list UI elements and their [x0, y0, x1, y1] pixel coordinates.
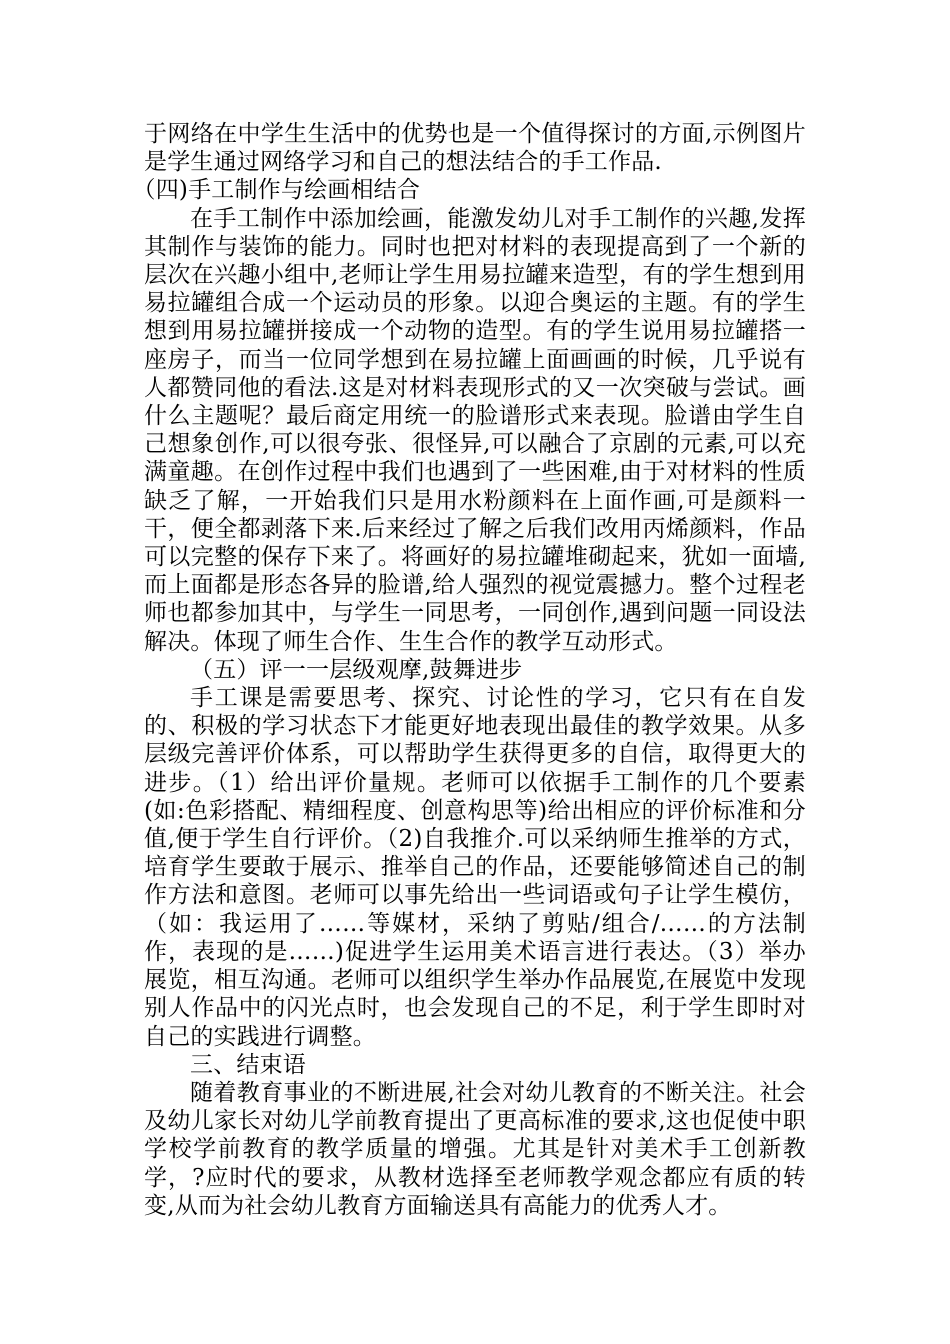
paragraph-continuation: 于网络在中学生生活中的优势也是一个值得探讨的方面,示例图片是学生通过网络学习和自己的想法结合的手工作品.: [144, 121, 806, 176]
paragraph-conclusion: 随着教育事业的不断进展,社会对幼儿教育的不断关注。社会及幼儿家长对幼儿学前教育提出了更高标准的要求,这也促使中职学校学前教育的教学质量的增强。尤其是针对美术手工创新教学，?应时代的要求，从教材选择至老师教学观念都应有质的转变,从而为社会幼儿教育方面输送具有高能力的优秀人才。: [144, 1079, 806, 1219]
document-page: [132, 120, 806, 1220]
paragraph-section-4: 在手工制作中添加绘画，能激发幼儿对手工制作的兴趣,发挥其制作与装饰的能力。同时也把对材料的表现提高到了一个新的层次在兴趣小组中,老师让学生用易拉罐来造型，有的学生想到用易拉罐组合成一个运动员的形象。以迎合奥运的主题。有的学生想到用易拉罐拼接成一个动物的造型。有的学生说用易拉罐搭一座房子，而当一位同学想到在易拉罐上面画画的时候，几乎说有人都赞同他的看法.这是对材料表现形式的又一次突破与尝试。画什么主题呢？最后商定用统一的脸谱形式来表现。脸谱由学生自己想象创作,可以很夸张、很怪异,可以融合了京剧的元素,可以充满童趣。在创作过程中我们也遇到了一些困难,由于对材料的性质缺乏了解，一开始我们只是用水粉颜料在上面作画,可是颜料一干，便全都剥落下来.后来经过了解之后我们改用丙烯颜料，作品可以完整的保存下来了。将画好的易拉罐堆砌起来，犹如一面墙,而上面都是形态各异的脸谱,给人强烈的视觉震撼力。整个过程老师也都参加其中，与学生一同思考，一同创作,遇到问题一同设法解决。体现了师生合作、生生合作的教学互动形式。: [144, 205, 806, 655]
paragraph-section-5: 手工课是需要思考、探究、讨论性的学习，它只有在自发的、积极的学习状态下才能更好地表现出最佳的教学效果。从多层级完善评价体系，可以帮助学生获得更多的自信，取得更大的进步。（1）给出评价量规。老师可以依据手工制作的几个要素(如:色彩搭配、精细程度、创意构思等)给出相应的评价标准和分值,便于学生自行评价。（2)自我推介.可以采纳师生推举的方式，培育学生要敢于展示、推举自己的作品，还要能够简述自己的制作方法和意图。老师可以事先给出一些词语或句子让学生模仿，（如：我运用了……等媒材，采纳了剪贴/组合/……的方法制作，表现的是……)促进学生运用美术语言进行表达。（3）举办展览，相互沟通。老师可以组织学生举办作品展览,在展览中发现别人作品中的闪光点时，也会发现自己的不足，利于学生即时对自己的实践进行调整。: [144, 685, 806, 1050]
section-heading-conclusion: 三、结束语: [190, 1051, 306, 1078]
section-heading-4: （四)手工制作与绘画相结合: [132, 177, 421, 204]
section-heading-5: （五）评一一层级观摩,鼓舞进步: [190, 656, 523, 683]
